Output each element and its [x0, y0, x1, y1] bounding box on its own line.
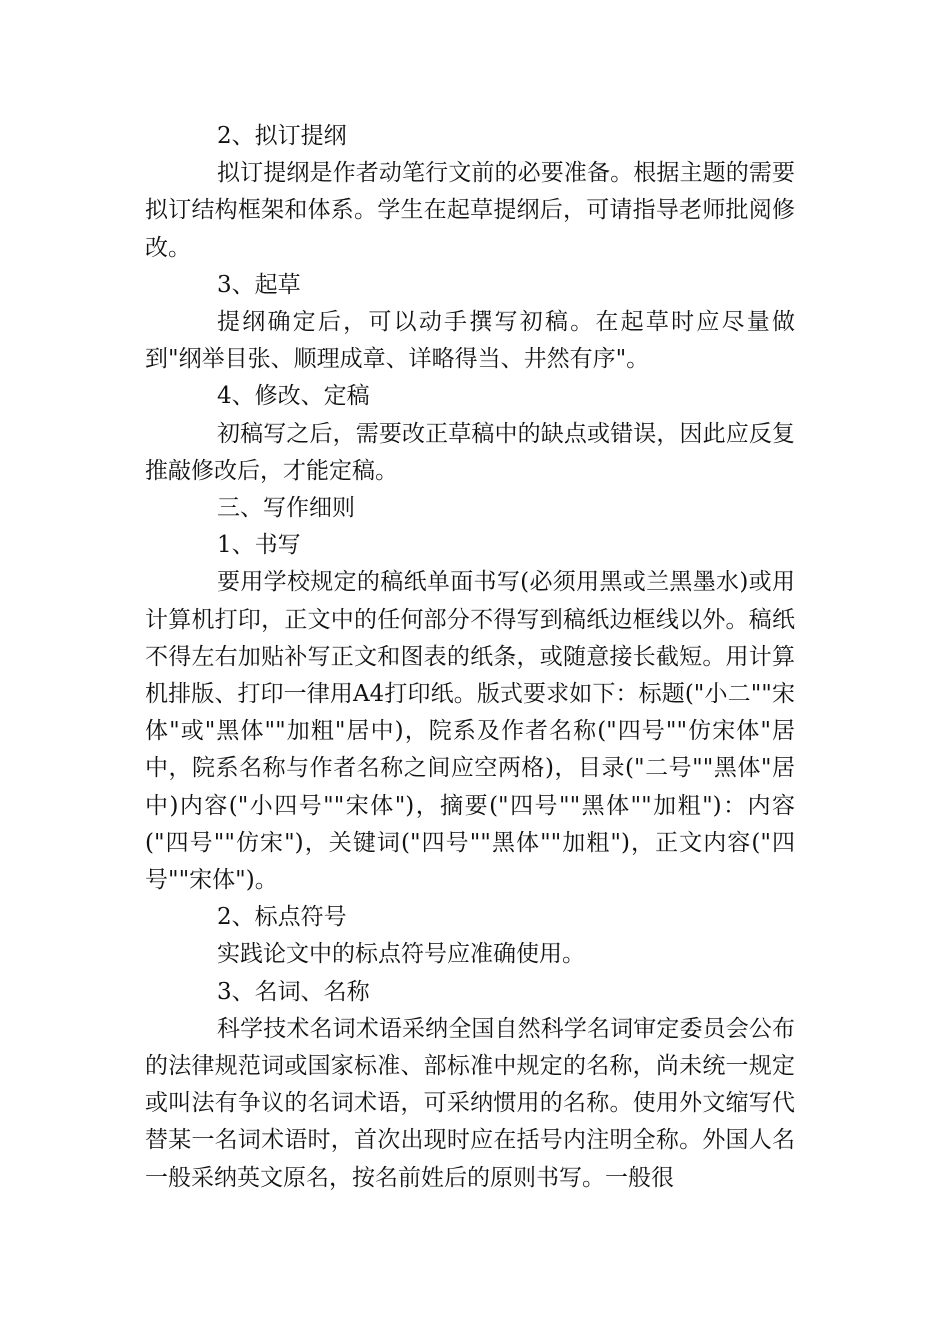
heading-revise-finalize: 4、修改、定稿 [217, 383, 370, 410]
section-heading-writing-rules: 三、写作细则 [217, 495, 355, 522]
paragraph-drafting-description: 提纲确定后，可以动手撰写初稿。在起草时应尽量做到"纲举目张、顺理成章、详略得当、井然有序"。 [145, 309, 795, 373]
paragraph-outline-description: 拟订提纲是作者动笔行文前的必要准备。根据主题的需要拟订结构框架和体系。学生在起草提纲后，可请指导老师批阅修改。 [145, 160, 795, 261]
heading-punctuation: 2、标点符号 [217, 904, 347, 931]
heading-draft-outline: 2、拟订提纲 [217, 123, 347, 149]
heading-terms-names: 3、名词、名称 [217, 978, 370, 1005]
paragraph-revise-description: 初稿写之后，需要改正草稿中的缺点或错误，因此应反复推敲修改后，才能定稿。 [145, 420, 795, 484]
heading-drafting: 3、起草 [217, 271, 301, 298]
paragraph-punctuation: 实践论文中的标点符号应准确使用。 [217, 941, 585, 968]
paragraph-terms-names: 科学技术名词术语采纳全国自然科学名词审定委员会公布的法律规范词或国家标准、部标准中规定的名称，尚未统一规定或叫法有争议的名词术语，可采纳惯用的名称。使用外文缩写代替某一名词术语时，首次出现时应在括号内注明全称。外国人名一般采纳英文原名，按名前姓后的原则书写。一般很 [145, 1015, 795, 1191]
paragraph-writing-format: 要用学校规定的稿纸单面书写(必须用黑或兰黑墨水)或用计算机打印，正文中的任何部分不得写到稿纸边框线以外。稿纸不得左右加贴补写正文和图表的纸条，或随意接长截短。用计算机排版、打印一律用A4打印纸。版式要求如下：标题("小二""宋体"或"黑体""加粗"居中)，院系及作者名称("四号""仿宋体"居中，院系名称与作者名称之间应空两格)，目录("二号""黑体"居中)内容("小四号""宋体")，摘要("四号""黑体""加粗")：内容("四号""仿宋")，关键词("四号""黑体""加粗")，正文内容("四号""宋体")。 [145, 569, 795, 894]
heading-writing: 1、书写 [217, 532, 301, 559]
document-body [145, 118, 795, 1197]
